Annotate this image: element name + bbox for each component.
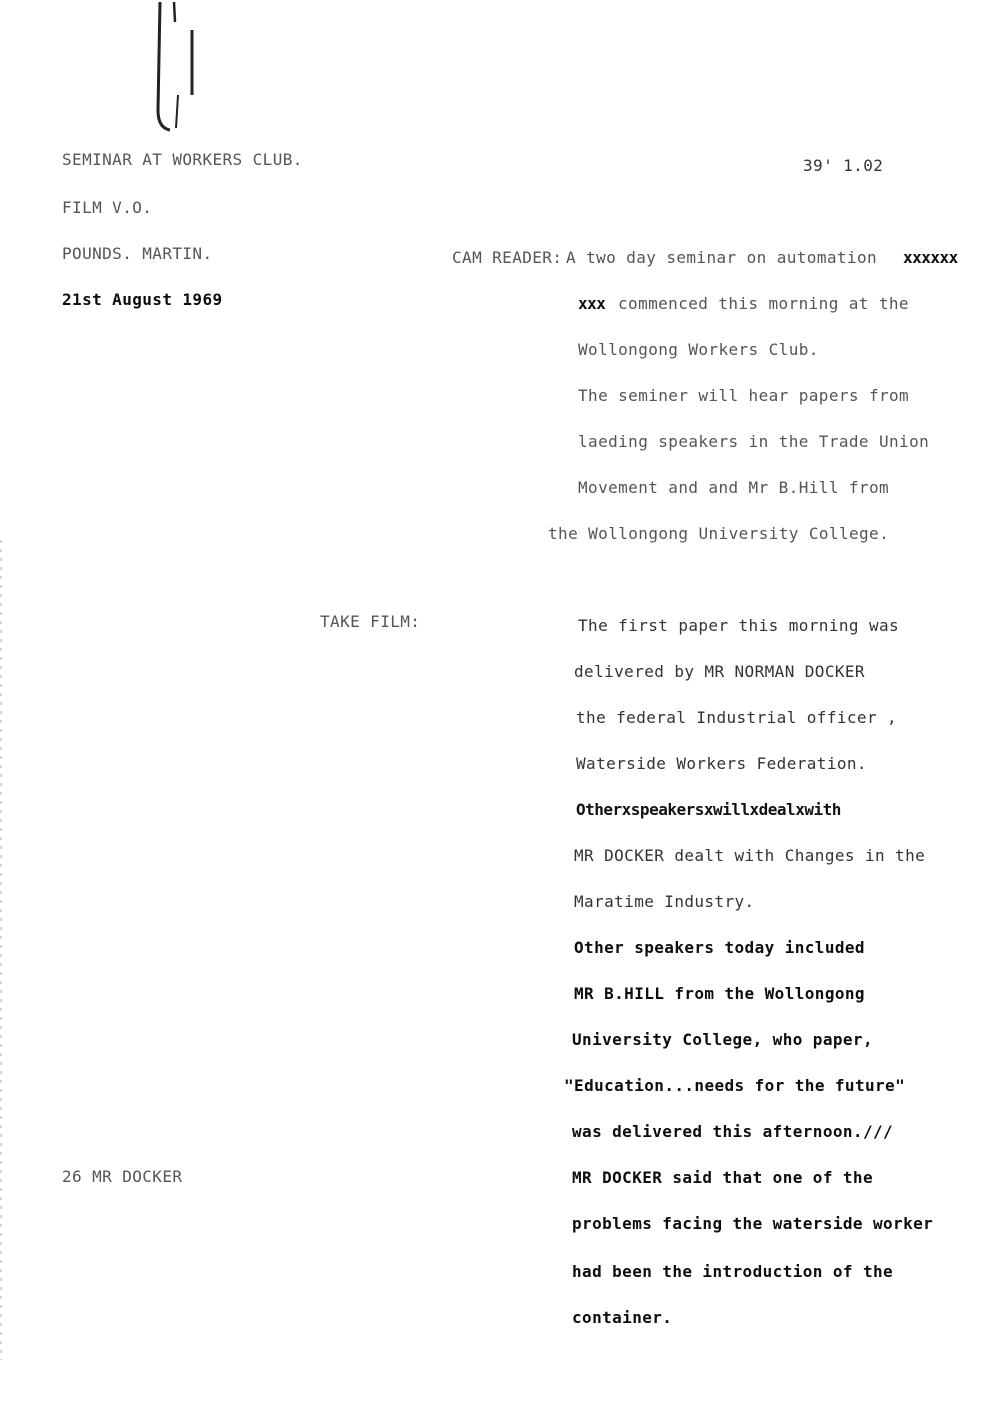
cam-line: laeding speakers in the Trade Union [578,432,930,451]
film-strike-line: Otherxspeakersxwillxdealxwith [576,800,841,819]
film-line: the federal Industrial officer , [576,708,898,727]
story-date: 21st August 1969 [62,290,223,309]
cam-line: A two day seminar on automation [566,248,878,267]
film-line: problems facing the waterside worker [572,1214,934,1233]
film-line: was delivered this afternoon./// [572,1122,894,1141]
film-line: container. [572,1308,673,1327]
film-line: Other speakers today included [574,938,865,957]
cue-clip: 26 MR DOCKER [62,1167,183,1186]
cam-strike-line: xxx [578,294,606,313]
page-edge-shadow [0,540,2,1360]
reporter-names: POUNDS. MARTIN. [62,244,213,263]
film-line: Waterside Workers Federation. [576,754,867,773]
film-line: Maratime Industry. [574,892,755,911]
story-title: SEMINAR AT WORKERS CLUB. [62,150,303,169]
cam-line: Movement and and Mr B.Hill from [578,478,890,497]
film-line: MR DOCKER dealt with Changes in the [574,846,926,865]
film-line: MR DOCKER said that one of the [572,1168,873,1187]
cam-line: The seminer will hear papers from [578,386,910,405]
film-line: "Education...needs for the future" [564,1076,906,1095]
cam-line: commenced this morning at the [618,294,909,313]
film-line: MR B.HILL from the Wollongong [574,984,865,1003]
cam-line: the Wollongong University College. [548,524,890,543]
film-line: had been the introduction of the [572,1262,894,1281]
cam-strike-mark: xxxxxx [903,248,958,267]
cue-cam-reader: CAM READER: [452,248,563,267]
cam-line: Wollongong Workers Club. [578,340,819,359]
film-line: University College, who paper, [572,1030,873,1049]
binder-clip-mark [148,0,208,140]
story-type: FILM V.O. [62,198,153,217]
cue-take-film: TAKE FILM: [320,612,421,631]
film-line: The first paper this morning was [578,616,900,635]
story-timing: 39' 1.02 [803,156,884,175]
film-line: delivered by MR NORMAN DOCKER [574,662,865,681]
